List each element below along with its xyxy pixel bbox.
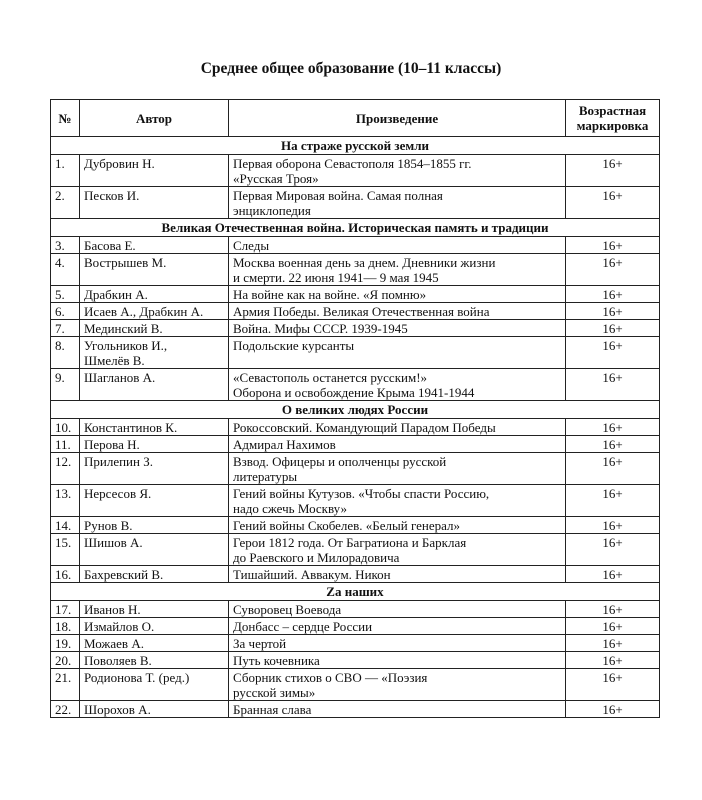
book-list-table [50,99,660,718]
author-cell [80,485,229,517]
author-cell [80,669,229,701]
age-rating: 16+ [566,566,660,583]
author-line: Вострышев М. [84,255,167,270]
table-row [51,337,660,369]
table-row [51,237,660,254]
author-line: Дубровин Н. [84,156,155,171]
author-line: Шишов А. [84,535,143,550]
work-title-cell [229,320,566,337]
age-rating: 16+ [566,369,660,401]
column-header-age-rating [566,100,660,137]
author-cell [80,303,229,320]
author-cell [80,566,229,583]
age-rating: 16+ [566,517,660,534]
author-line: Прилепин З. [84,454,153,469]
author-line: Шагланов А. [84,370,156,385]
work-title-line: Первая оборона Севастополя 1854–1855 гг. [233,156,472,171]
column-header-number: № [51,100,80,137]
row-number: 17. [51,601,80,618]
work-title-cell [229,453,566,485]
work-title-line: «Русская Троя» [233,171,319,186]
author-cell [80,635,229,652]
work-title-line: Первая Мировая война. Самая полная [233,188,443,203]
work-title-cell [229,652,566,669]
work-title-cell [229,369,566,401]
work-title-line: «Севастополь останется русским!» [233,370,428,385]
author-line: Исаев А., Драбкин А. [84,304,204,319]
row-number: 8. [51,337,80,369]
author-line: Угольников И., [84,338,168,353]
section-heading: О великих людях России [51,401,660,419]
author-cell [80,237,229,254]
row-number: 16. [51,566,80,583]
table-row [51,635,660,652]
author-line: Можаев А. [84,636,144,651]
author-line: Шмелёв В. [84,353,145,368]
work-title-cell [229,303,566,320]
author-cell [80,320,229,337]
work-title-cell [229,601,566,618]
work-title-line: Армия Победы. Великая Отечественная война [233,304,490,319]
author-cell [80,517,229,534]
work-title-cell [229,419,566,436]
work-title-cell [229,237,566,254]
author-line: Родионова Т. (ред.) [84,670,190,685]
row-number: 3. [51,237,80,254]
work-title-line: Адмирал Нахимов [233,437,336,452]
work-title-line: Путь кочевника [233,653,320,668]
table-row [51,436,660,453]
table-header-row [51,100,660,137]
author-line: Перова Н. [84,437,140,452]
age-rating: 16+ [566,618,660,635]
column-header-work: Произведение [229,100,566,137]
work-title-line: Подольские курсанты [233,338,355,353]
table-row [51,517,660,534]
work-title-line: Бранная слава [233,702,312,717]
age-rating: 16+ [566,237,660,254]
work-title-line: до Раевского и Милорадовича [233,550,400,565]
work-title-cell [229,485,566,517]
author-cell [80,369,229,401]
work-title-cell [229,701,566,718]
author-line: Шорохов А. [84,702,151,717]
author-line: Константинов К. [84,420,178,435]
table-row [51,286,660,303]
author-line: Иванов Н. [84,602,141,617]
table-row [51,187,660,219]
work-title-line: Гений войны Кутузов. «Чтобы спасти Россию, [233,486,490,501]
row-number: 19. [51,635,80,652]
age-rating: 16+ [566,254,660,286]
work-title-line: Следы [233,238,270,253]
author-cell [80,453,229,485]
table-row [51,155,660,187]
row-number: 5. [51,286,80,303]
work-title-cell [229,187,566,219]
work-title-cell [229,566,566,583]
work-title-cell [229,337,566,369]
work-title-line: Гений войны Скобелев. «Белый генерал» [233,518,460,533]
work-title-line: Тишайший. Аввакум. Никон [233,567,391,582]
table-row [51,701,660,718]
row-number: 6. [51,303,80,320]
page-title: Среднее общее образование (10–11 классы) [200,60,502,77]
table-body [51,137,660,718]
author-line: Мединский В. [84,321,163,336]
section-heading-row [51,137,660,155]
table-row [51,618,660,635]
table-row [51,320,660,337]
author-cell [80,286,229,303]
author-cell [80,419,229,436]
table-row [51,419,660,436]
table-row [51,485,660,517]
author-cell [80,652,229,669]
section-heading-row [51,219,660,237]
age-rating: 16+ [566,337,660,369]
work-title-cell [229,635,566,652]
section-heading: Великая Отечественная война. Историческая память и традиции [51,219,660,237]
table-row [51,601,660,618]
row-number: 15. [51,534,80,566]
row-number: 1. [51,155,80,187]
section-heading-row [51,583,660,601]
author-line: Бахревский В. [84,567,164,582]
row-number: 13. [51,485,80,517]
work-title-line: Рокоссовский. Командующий Парадом Победы [233,420,496,435]
age-rating: 16+ [566,453,660,485]
work-title-line: За чертой [233,636,287,651]
column-header-author: Автор [80,100,229,137]
work-title-line: энциклопедия [233,203,311,218]
age-rating: 16+ [566,669,660,701]
table-row [51,369,660,401]
author-line: Нерсесов Я. [84,486,152,501]
work-title-cell [229,618,566,635]
table-row [51,254,660,286]
work-title-cell [229,286,566,303]
age-rating: 16+ [566,601,660,618]
work-title-line: Герои 1812 года. От Багратиона и Барклая [233,535,467,550]
work-title-cell [229,254,566,286]
row-number: 14. [51,517,80,534]
author-cell [80,436,229,453]
work-title-line: Сборник стихов о СВО — «Поэзия [233,670,428,685]
author-cell [80,618,229,635]
author-line: Драбкин А. [84,287,148,302]
work-title-cell [229,517,566,534]
author-cell [80,155,229,187]
author-cell [80,254,229,286]
row-number: 12. [51,453,80,485]
age-rating: 16+ [566,155,660,187]
work-title-line: русской зимы» [233,685,316,700]
row-number: 2. [51,187,80,219]
work-title-line: Взвод. Офицеры и ополченцы русской [233,454,447,469]
row-number: 18. [51,618,80,635]
age-rating: 16+ [566,303,660,320]
age-rating: 16+ [566,286,660,303]
work-title-line: Война. Мифы СССР. 1939-1945 [233,321,408,336]
row-number: 9. [51,369,80,401]
author-line: Поволяев В. [84,653,152,668]
row-number: 10. [51,419,80,436]
work-title-cell [229,669,566,701]
table-row [51,534,660,566]
work-title-cell [229,436,566,453]
work-title-line: Москва военная день за днем. Дневники жизни [233,255,496,270]
author-line: Измайлов О. [84,619,155,634]
table-row [51,566,660,583]
age-header-line-2: маркировка [576,118,649,133]
age-rating: 16+ [566,419,660,436]
row-number: 11. [51,436,80,453]
age-rating: 16+ [566,652,660,669]
author-cell [80,337,229,369]
work-title-line: надо сжечь Москву» [233,501,347,516]
row-number: 4. [51,254,80,286]
work-title-line: литературы [233,469,298,484]
author-cell [80,701,229,718]
section-heading-row [51,401,660,419]
author-cell [80,601,229,618]
work-title-line: Оборона и освобождение Крыма 1941-1944 [233,385,475,400]
age-rating: 16+ [566,320,660,337]
work-title-cell [229,155,566,187]
row-number: 20. [51,652,80,669]
section-heading: Zа наших [51,583,660,601]
row-number: 22. [51,701,80,718]
work-title-line: Суворовец Воевода [233,602,342,617]
work-title-line: и смерти. 22 июня 1941— 9 мая 1945 [233,270,439,285]
work-title-line: Донбасс – сердце России [233,619,373,634]
author-line: Басова Е. [84,238,136,253]
age-rating: 16+ [566,635,660,652]
author-cell [80,534,229,566]
age-header-line-1: Возрастная [578,103,647,118]
table-row [51,453,660,485]
age-rating: 16+ [566,187,660,219]
section-heading: На страже русской земли [51,137,660,155]
table-row [51,652,660,669]
age-rating: 16+ [566,701,660,718]
table-row [51,669,660,701]
row-number: 7. [51,320,80,337]
row-number: 21. [51,669,80,701]
author-line: Песков И. [84,188,140,203]
age-rating: 16+ [566,436,660,453]
work-title-cell [229,534,566,566]
work-title-line: На войне как на войне. «Я помню» [233,287,427,302]
author-line: Рунов В. [84,518,133,533]
table-row [51,303,660,320]
age-rating: 16+ [566,485,660,517]
author-cell [80,187,229,219]
age-rating: 16+ [566,534,660,566]
